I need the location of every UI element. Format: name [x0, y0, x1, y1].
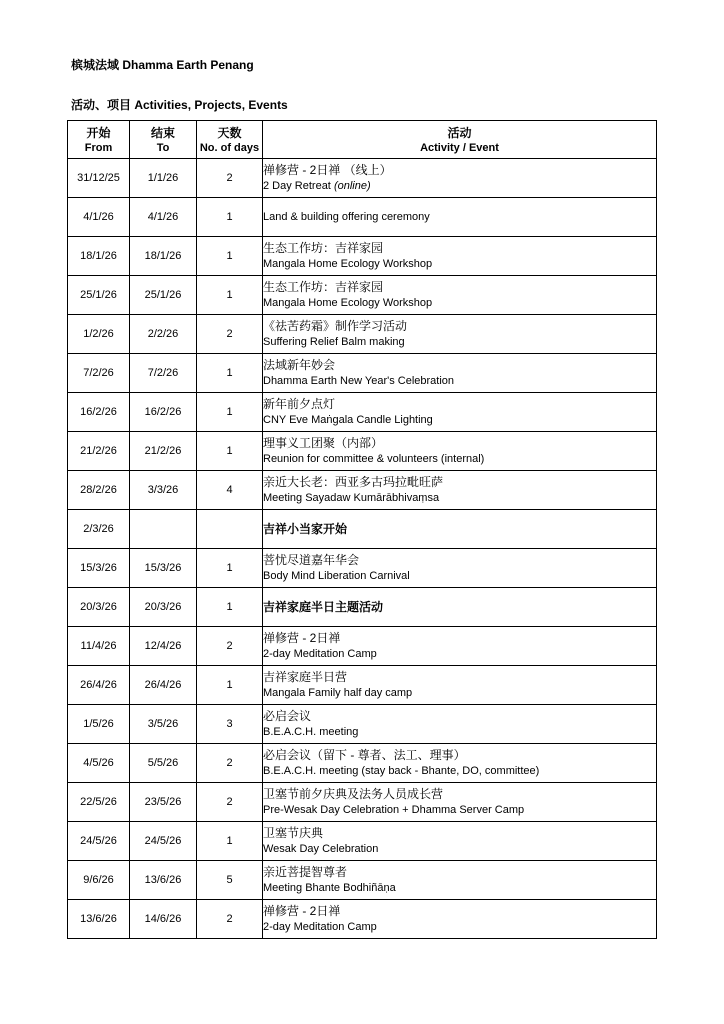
- cell-days: 1: [197, 354, 263, 393]
- cell-from: 20/3/26: [68, 588, 130, 627]
- cell-days: 1: [197, 666, 263, 705]
- cell-days: 2: [197, 783, 263, 822]
- table-row: [68, 510, 657, 549]
- cell-event: [263, 393, 657, 432]
- cell-from: 24/5/26: [68, 822, 130, 861]
- cell-to: 20/3/26: [130, 588, 197, 627]
- cell-to: 4/1/26: [130, 198, 197, 237]
- event-name-en: 2 Day Retreat: [263, 180, 331, 192]
- table-row: [68, 588, 657, 627]
- event-name-zh: 亲近大长老：西亚多古玛拉毗旺萨: [263, 475, 444, 489]
- cell-event: [263, 471, 657, 510]
- cell-to: 24/5/26: [130, 822, 197, 861]
- event-name-zh: 生态工作坊：吉祥家园: [263, 241, 384, 255]
- cell-from: 7/2/26: [68, 354, 130, 393]
- header-from-zh: 开始: [86, 125, 111, 140]
- cell-to: 23/5/26: [130, 783, 197, 822]
- table-row: [68, 432, 657, 471]
- table-row: [68, 666, 657, 705]
- header-to: [130, 121, 197, 159]
- table-row: [68, 627, 657, 666]
- header-days: [197, 121, 263, 159]
- event-name-en-line: [263, 842, 656, 857]
- cell-from: 18/1/26: [68, 237, 130, 276]
- cell-from: 1/2/26: [68, 315, 130, 354]
- cell-to: 14/6/26: [130, 900, 197, 939]
- event-name-en: Dhamma Earth New Year's Celebration: [263, 375, 455, 387]
- event-name-en: Land & building offering ceremony: [263, 211, 430, 223]
- event-name-en-line: [263, 725, 656, 740]
- cell-from: 22/5/26: [68, 783, 130, 822]
- cell-days: 1: [197, 198, 263, 237]
- cell-event: [263, 276, 657, 315]
- cell-to: 1/1/26: [130, 159, 197, 198]
- cell-days: 2: [197, 159, 263, 198]
- cell-days: 1: [197, 237, 263, 276]
- event-name-en-line: [263, 413, 656, 428]
- cell-event: [263, 354, 657, 393]
- event-name-en: Reunion for committee & volunteers (internal): [263, 453, 485, 465]
- cell-to: [130, 510, 197, 549]
- cell-days: 1: [197, 549, 263, 588]
- table-row: [68, 393, 657, 432]
- event-name-en-line: [263, 452, 656, 467]
- section-subtitle: 活动、项目 Activities, Projects, Events: [71, 98, 288, 112]
- cell-event: [263, 198, 657, 237]
- cell-from: 9/6/26: [68, 861, 130, 900]
- cell-event: [263, 705, 657, 744]
- event-name-zh: 新年前夕点灯: [263, 397, 336, 411]
- cell-event: [263, 510, 657, 549]
- cell-from: 1/5/26: [68, 705, 130, 744]
- cell-days: [197, 510, 263, 549]
- cell-days: 1: [197, 588, 263, 627]
- cell-event: [263, 159, 657, 198]
- header-from: [68, 121, 130, 159]
- cell-to: 21/2/26: [130, 432, 197, 471]
- cell-from: 31/12/25: [68, 159, 130, 198]
- event-name-en-line: [263, 491, 656, 506]
- table-row: [68, 237, 657, 276]
- event-name-en: Wesak Day Celebration: [263, 843, 379, 855]
- cell-to: 15/3/26: [130, 549, 197, 588]
- table-row: [68, 159, 657, 198]
- cell-days: 1: [197, 276, 263, 315]
- cell-days: 3: [197, 705, 263, 744]
- event-name-en-line: [263, 803, 656, 818]
- cell-days: 4: [197, 471, 263, 510]
- event-name-en: Mangala Home Ecology Workshop: [263, 297, 433, 309]
- event-name-en-line: [263, 335, 656, 350]
- cell-event: [263, 237, 657, 276]
- header-to-zh: 结束: [150, 125, 175, 140]
- table-row: [68, 198, 657, 237]
- table-row: [68, 744, 657, 783]
- event-name-en-line: [263, 569, 656, 584]
- cell-from: 13/6/26: [68, 900, 130, 939]
- cell-days: 1: [197, 822, 263, 861]
- cell-to: 3/5/26: [130, 705, 197, 744]
- header-to-en: To: [156, 141, 170, 154]
- table-row: [68, 315, 657, 354]
- event-name-en-line: [263, 686, 656, 701]
- cell-event: [263, 315, 657, 354]
- cell-days: 1: [197, 393, 263, 432]
- cell-from: 26/4/26: [68, 666, 130, 705]
- event-name-zh: 菩忧尽道嘉年华会: [263, 553, 360, 567]
- event-name-zh: 生态工作坊：吉祥家园: [263, 280, 384, 294]
- cell-to: 18/1/26: [130, 237, 197, 276]
- header-days-en: No. of days: [199, 141, 260, 154]
- event-name-zh: 卫塞节前夕庆典及法务人员成长营: [263, 787, 444, 801]
- event-name-zh: 吉祥家庭半日主题活动: [263, 599, 384, 614]
- header-event: [263, 121, 657, 159]
- cell-from: 25/1/26: [68, 276, 130, 315]
- cell-days: 2: [197, 900, 263, 939]
- event-name-zh: 禅修营 - 2日禅 （线上）: [263, 163, 392, 177]
- event-name-en: Pre-Wesak Day Celebration + Dhamma Server Camp: [263, 804, 525, 816]
- event-name-zh: 卫塞节庆典: [263, 826, 324, 840]
- event-name-en: B.E.A.C.H. meeting (stay back - Bhante, DO, committee): [263, 765, 540, 777]
- event-name-zh: 法域新年妙会: [263, 358, 336, 372]
- table-row: [68, 276, 657, 315]
- event-name-en-line: [263, 374, 656, 389]
- cell-days: 2: [197, 627, 263, 666]
- event-mode-note: (online): [333, 180, 371, 192]
- event-name-en: Meeting Bhante Bodhiñāṇa: [263, 882, 396, 894]
- cell-to: 7/2/26: [130, 354, 197, 393]
- table-header: [68, 121, 657, 159]
- cell-event: [263, 783, 657, 822]
- table-row: [68, 822, 657, 861]
- event-name-en-line: [263, 257, 656, 272]
- event-name-en-line: [263, 179, 656, 194]
- event-name-zh: 理事义工团聚（内部）: [263, 436, 384, 450]
- cell-from: 4/5/26: [68, 744, 130, 783]
- header-days-zh: 天数: [217, 125, 242, 140]
- page-title: 槟城法域 Dhamma Earth Penang: [71, 58, 254, 72]
- table-row: [68, 471, 657, 510]
- event-name-en: B.E.A.C.H. meeting: [263, 726, 359, 738]
- cell-from: 16/2/26: [68, 393, 130, 432]
- header-event-en: Activity / Event: [420, 141, 499, 154]
- header-row: [68, 121, 657, 159]
- event-name-zh: 必启会议（留下 - 尊者、法工、理事）: [263, 748, 466, 762]
- cell-event: [263, 744, 657, 783]
- cell-to: 12/4/26: [130, 627, 197, 666]
- event-name-en: Suffering Relief Balm making: [263, 336, 405, 348]
- cell-event: [263, 549, 657, 588]
- cell-to: 2/2/26: [130, 315, 197, 354]
- event-name-en: CNY Eve Maṅgala Candle Lighting: [263, 414, 433, 426]
- cell-from: 15/3/26: [68, 549, 130, 588]
- event-name-en-line: [263, 764, 656, 779]
- cell-to: 25/1/26: [130, 276, 197, 315]
- cell-to: 16/2/26: [130, 393, 197, 432]
- cell-event: [263, 822, 657, 861]
- cell-to: 13/6/26: [130, 861, 197, 900]
- cell-event: [263, 861, 657, 900]
- events-table: [67, 120, 657, 939]
- cell-from: 28/2/26: [68, 471, 130, 510]
- cell-from: 4/1/26: [68, 198, 130, 237]
- event-name-zh: 吉祥小当家开始: [263, 521, 348, 536]
- event-name-en-line: [263, 881, 656, 896]
- cell-days: 2: [197, 744, 263, 783]
- event-name-en: Mangala Home Ecology Workshop: [263, 258, 433, 270]
- event-name-en-line: [263, 647, 656, 662]
- event-name-en: Meeting Sayadaw Kumārābhivaṃsa: [263, 492, 440, 504]
- event-name-zh: 必启会议: [263, 709, 312, 723]
- event-name-en-line: [263, 296, 656, 311]
- table-row: [68, 861, 657, 900]
- event-name-en: 2-day Meditation Camp: [263, 921, 377, 933]
- cell-from: 11/4/26: [68, 627, 130, 666]
- event-name-en: Mangala Family half day camp: [263, 687, 413, 699]
- cell-event: [263, 627, 657, 666]
- cell-event: [263, 432, 657, 471]
- event-name-en: 2-day Meditation Camp: [263, 648, 377, 660]
- cell-to: 5/5/26: [130, 744, 197, 783]
- table-row: [68, 783, 657, 822]
- cell-days: 2: [197, 315, 263, 354]
- cell-days: 1: [197, 432, 263, 471]
- table-row: [68, 705, 657, 744]
- cell-from: 2/3/26: [68, 510, 130, 549]
- header-from-en: From: [84, 141, 113, 154]
- event-name-en-line: [263, 920, 656, 935]
- header-event-zh: 活动: [447, 125, 472, 140]
- event-name-zh: 禅修营 - 2日禅: [263, 904, 341, 918]
- cell-to: 26/4/26: [130, 666, 197, 705]
- event-name-zh: 吉祥家庭半日营: [263, 670, 348, 684]
- event-name-zh: 禅修营 - 2日禅: [263, 631, 341, 645]
- cell-days: 5: [197, 861, 263, 900]
- event-name-zh: 《祛苦药霜》制作学习活动: [263, 319, 408, 333]
- table-row: [68, 900, 657, 939]
- table-body: [68, 159, 657, 939]
- cell-from: 21/2/26: [68, 432, 130, 471]
- table-row: [68, 549, 657, 588]
- cell-to: 3/3/26: [130, 471, 197, 510]
- event-name-zh: 亲近菩提智尊者: [263, 865, 348, 879]
- cell-event: [263, 666, 657, 705]
- cell-event: [263, 900, 657, 939]
- table-row: [68, 354, 657, 393]
- event-name-en: Body Mind Liberation Carnival: [263, 570, 410, 582]
- cell-event: [263, 588, 657, 627]
